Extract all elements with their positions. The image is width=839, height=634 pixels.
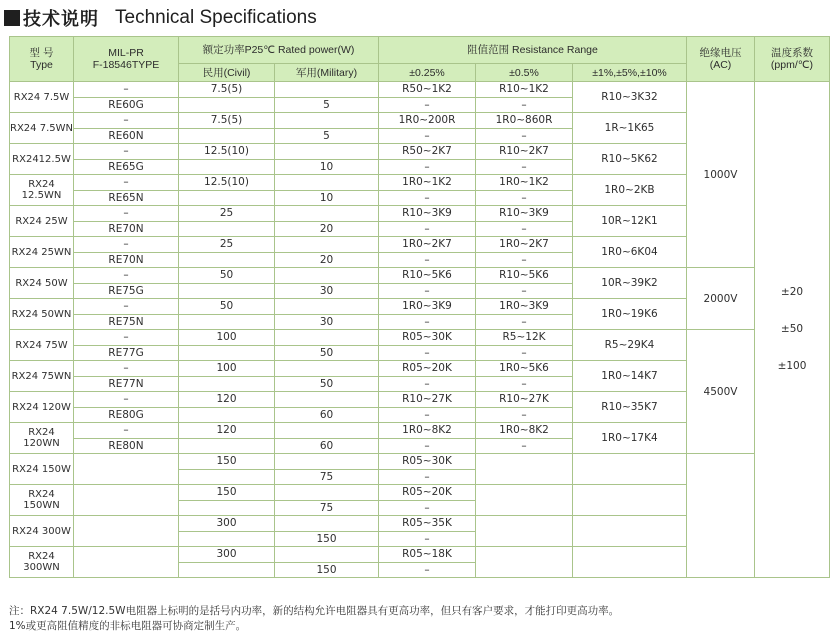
civil-cell-bottom — [179, 438, 274, 454]
military-cell — [275, 547, 379, 578]
tol05-cell-top: R5~12K — [502, 331, 546, 344]
tol025-cell-bottom: – — [379, 314, 475, 330]
tol05-cell-bottom: – — [476, 252, 572, 268]
tol05-cell-top: R10~2K7 — [499, 145, 549, 158]
tol025-cell-top: R05~30K — [402, 331, 452, 344]
civil-cell — [179, 423, 275, 454]
header-tol-1: ±1%,±5%,±10% — [573, 64, 687, 82]
civil-cell — [179, 454, 275, 485]
table-row — [10, 268, 830, 299]
tol025-cell-bottom: – — [379, 500, 475, 516]
tol025-cell-top: 1R0~1K2 — [402, 176, 452, 189]
tol05-cell-bottom: – — [476, 97, 572, 113]
tol025-cell — [379, 485, 476, 516]
type-cell: RX24 50WN — [10, 299, 74, 330]
tol05-cell — [476, 82, 573, 113]
civil-cell-bottom — [179, 376, 274, 392]
header-tcr: 温度系数 (ppm/℃) — [755, 37, 830, 82]
tol1-cell: 1R0~17K4 — [573, 423, 687, 454]
tol05-cell-top: 1R0~1K2 — [499, 176, 549, 189]
mil-cell — [74, 175, 179, 206]
mil-cell — [74, 485, 179, 516]
tol1-cell: 1R0~2KB — [573, 175, 687, 206]
type-cell: RX2412.5W — [10, 144, 74, 175]
military-cell-top — [275, 82, 378, 97]
mil-cell-top: – — [123, 176, 129, 189]
type-cell: RX24 75WN — [10, 361, 74, 392]
military-cell — [275, 423, 379, 454]
civil-cell — [179, 361, 275, 392]
tol1-cell: 1R~1K65 — [573, 113, 687, 144]
tol025-cell-bottom: – — [379, 283, 475, 299]
military-cell-bottom: 20 — [275, 252, 378, 268]
mil-cell — [74, 330, 179, 361]
tol025-cell-top: 1R0~3K9 — [402, 300, 452, 313]
tol05-cell — [476, 330, 573, 361]
tol05-cell-top: 1R0~3K9 — [499, 300, 549, 313]
military-cell-top — [275, 330, 378, 345]
tol05-cell-bottom: – — [476, 376, 572, 392]
tol1-cell — [573, 547, 687, 578]
mil-cell-bottom: RE77G — [74, 345, 178, 361]
tol05-cell — [476, 485, 573, 516]
type-cell: RX24 300WN — [10, 547, 74, 578]
tol025-cell-bottom: – — [379, 221, 475, 237]
civil-cell — [179, 206, 275, 237]
tol05-cell-top: R10~5K6 — [499, 269, 549, 282]
mil-cell-top: – — [123, 362, 129, 375]
tol1-cell: R10~5K62 — [573, 144, 687, 175]
table-row — [10, 454, 830, 485]
tol025-cell-top: R10~5K6 — [402, 269, 452, 282]
title-chinese: 技术说明 — [23, 9, 99, 30]
tol05-cell-bottom: – — [476, 314, 572, 330]
tol025-cell-bottom: – — [379, 97, 475, 113]
civil-cell — [179, 82, 275, 113]
tol025-cell-top: R50~1K2 — [402, 83, 452, 96]
mil-cell-bottom: RE70N — [74, 252, 178, 268]
civil-cell — [179, 485, 275, 516]
military-cell-bottom: 50 — [275, 345, 378, 361]
civil-cell-top: 300 — [216, 548, 237, 561]
type-cell: RX24 300W — [10, 516, 74, 547]
tol1-cell: 1R0~19K6 — [573, 299, 687, 330]
military-cell-top — [275, 144, 378, 159]
civil-cell — [179, 330, 275, 361]
mil-cell — [74, 423, 179, 454]
type-cell: RX24 7.5WN — [10, 113, 74, 144]
tol025-cell-top: R05~35K — [402, 517, 452, 530]
tol025-cell-top: R05~30K — [402, 455, 452, 468]
civil-cell-top: 100 — [216, 331, 237, 344]
civil-cell-bottom — [179, 407, 274, 423]
military-cell — [275, 82, 379, 113]
mil-cell — [74, 547, 179, 578]
mil-cell-bottom: RE65N — [74, 190, 178, 206]
military-cell-top — [275, 547, 378, 562]
military-cell — [275, 113, 379, 144]
mil-cell — [74, 454, 179, 485]
header-rated-power: 额定功率P25℃ Rated power(W) — [179, 37, 379, 64]
tol05-cell-bottom: – — [476, 283, 572, 299]
tol05-cell — [476, 547, 573, 578]
military-cell — [275, 237, 379, 268]
tol05-cell-bottom: – — [476, 345, 572, 361]
tol025-cell-bottom: – — [379, 159, 475, 175]
civil-cell — [179, 299, 275, 330]
civil-cell-top: 150 — [216, 455, 237, 468]
military-cell-top — [275, 237, 378, 252]
header-civil: 民用(Civil) — [179, 64, 275, 82]
tol05-cell — [476, 113, 573, 144]
tol05-cell — [476, 423, 573, 454]
tol05-cell — [476, 454, 573, 485]
tol025-cell-top: R05~20K — [402, 486, 452, 499]
mil-cell-bottom: RE70N — [74, 221, 178, 237]
tol025-cell — [379, 392, 476, 423]
tol05-cell-top: 1R0~8K2 — [499, 424, 549, 437]
military-cell — [275, 206, 379, 237]
civil-cell-bottom — [179, 469, 274, 485]
tol025-cell — [379, 113, 476, 144]
civil-cell-bottom — [179, 500, 274, 516]
tol05-cell-bottom: – — [476, 128, 572, 144]
civil-cell — [179, 113, 275, 144]
type-cell: RX24 120W — [10, 392, 74, 423]
tcr-value: ±20 — [780, 286, 804, 298]
military-cell — [275, 454, 379, 485]
military-cell-top — [275, 206, 378, 221]
tol05-cell-bottom: – — [476, 407, 572, 423]
footnote — [9, 604, 619, 634]
mil-cell-top: – — [123, 393, 129, 406]
civil-cell — [179, 268, 275, 299]
military-cell-bottom: 10 — [275, 190, 378, 206]
civil-cell-top: 7.5(5) — [210, 83, 243, 96]
mil-cell-top: – — [123, 424, 129, 437]
civil-cell-top: 120 — [216, 424, 237, 437]
tcr-value: ±50 — [780, 323, 804, 335]
type-cell: RX24 50W — [10, 268, 74, 299]
header-tol-025: ±0.25% — [379, 64, 476, 82]
tol05-cell — [476, 237, 573, 268]
civil-cell-bottom — [179, 252, 274, 268]
tol05-cell-top: 1R0~5K6 — [499, 362, 549, 375]
military-cell-top — [275, 175, 378, 190]
tol025-cell-bottom: – — [379, 252, 475, 268]
civil-cell-top: 25 — [219, 238, 234, 251]
mil-cell — [74, 113, 179, 144]
tol025-cell-bottom: – — [379, 407, 475, 423]
military-cell — [275, 330, 379, 361]
civil-cell-bottom — [179, 531, 274, 547]
civil-cell — [179, 144, 275, 175]
mil-cell-top: – — [123, 207, 129, 220]
tol1-cell: 10R~39K2 — [573, 268, 687, 299]
military-cell-bottom: 75 — [275, 469, 378, 485]
tol05-cell — [476, 206, 573, 237]
tol025-cell — [379, 361, 476, 392]
mil-cell — [74, 361, 179, 392]
tol025-cell-bottom: – — [379, 562, 475, 578]
header-resistance-range: 阻值范围 Resistance Range — [379, 37, 687, 64]
civil-cell-bottom — [179, 97, 274, 113]
military-cell-top — [275, 299, 378, 314]
civil-cell-top: 50 — [219, 300, 234, 313]
type-cell: RX24 12.5WN — [10, 175, 74, 206]
military-cell-top — [275, 113, 378, 128]
mil-cell-bottom: RE80N — [74, 438, 178, 454]
civil-cell-bottom — [179, 190, 274, 206]
type-cell: RX24 75W — [10, 330, 74, 361]
tol025-cell-top: 1R0~8K2 — [402, 424, 452, 437]
civil-cell-bottom — [179, 159, 274, 175]
military-cell — [275, 392, 379, 423]
tol025-cell — [379, 237, 476, 268]
type-cell: RX24 150W — [10, 454, 74, 485]
tol1-cell: R10~3K32 — [573, 82, 687, 113]
military-cell-top — [275, 268, 378, 283]
header-voltage: 绝缘电压 (AC) — [687, 37, 755, 82]
tol025-cell — [379, 82, 476, 113]
tol025-cell-top: R50~2K7 — [402, 145, 452, 158]
tol05-cell — [476, 175, 573, 206]
mil-cell-top: – — [123, 145, 129, 158]
civil-cell-top: 120 — [216, 393, 237, 406]
military-cell — [275, 268, 379, 299]
tol05-cell-bottom: – — [476, 438, 572, 454]
voltage-cell-2: 2000V — [687, 268, 755, 330]
mil-cell-top: – — [123, 331, 129, 344]
military-cell — [275, 175, 379, 206]
mil-cell-top: – — [123, 269, 129, 282]
military-cell-top — [275, 516, 378, 531]
mil-cell — [74, 82, 179, 113]
civil-cell-top: 25 — [219, 207, 234, 220]
military-cell-bottom: 20 — [275, 221, 378, 237]
civil-cell — [179, 516, 275, 547]
tol05-cell-top: R10~1K2 — [499, 83, 549, 96]
tol025-cell-bottom: – — [379, 376, 475, 392]
military-cell-bottom: 5 — [275, 97, 378, 113]
military-cell-top — [275, 361, 378, 376]
table-row — [10, 82, 830, 113]
civil-cell-top: 100 — [216, 362, 237, 375]
voltage-cell-3: 4500V — [687, 330, 755, 454]
tol05-cell — [476, 299, 573, 330]
tol025-cell — [379, 516, 476, 547]
tol1-cell: 10R~12K1 — [573, 206, 687, 237]
voltage-cell-empty — [687, 454, 755, 578]
civil-cell — [179, 237, 275, 268]
civil-cell-top: 12.5(10) — [204, 145, 249, 158]
header-mil: MIL-PR F-18546TYPE — [74, 37, 179, 82]
military-cell — [275, 299, 379, 330]
tol025-cell-top: R10~27K — [402, 393, 452, 406]
military-cell-top — [275, 423, 378, 438]
title-english: Technical Specifications — [115, 7, 317, 28]
tol1-cell — [573, 485, 687, 516]
civil-cell-top: 50 — [219, 269, 234, 282]
tol025-cell-top: 1R0~200R — [398, 114, 456, 127]
military-cell-bottom: 60 — [275, 407, 378, 423]
tol1-cell: 1R0~14K7 — [573, 361, 687, 392]
tcr-value: ±100 — [777, 360, 807, 372]
footnote-line-2: 1%或更高阻值精度的非标电阻器可协商定制生产。 — [9, 620, 247, 632]
title-square-icon — [4, 10, 20, 26]
tol05-cell — [476, 516, 573, 547]
military-cell-bottom: 150 — [275, 562, 378, 578]
header-tol-05: ±0.5% — [476, 64, 573, 82]
civil-cell — [179, 547, 275, 578]
military-cell-bottom: 150 — [275, 531, 378, 547]
mil-cell-top: – — [123, 83, 129, 96]
type-cell: RX24 7.5W — [10, 82, 74, 113]
tol025-cell-bottom: – — [379, 190, 475, 206]
tol05-cell-bottom: – — [476, 159, 572, 175]
tol025-cell — [379, 299, 476, 330]
page-title — [4, 4, 317, 32]
type-cell: RX24 25WN — [10, 237, 74, 268]
mil-cell-bottom: RE80G — [74, 407, 178, 423]
military-cell-bottom: 30 — [275, 314, 378, 330]
tol025-cell — [379, 206, 476, 237]
military-cell — [275, 361, 379, 392]
tol025-cell — [379, 144, 476, 175]
military-cell-bottom: 30 — [275, 283, 378, 299]
mil-cell-bottom: RE60N — [74, 128, 178, 144]
tol1-cell: R5~29K4 — [573, 330, 687, 361]
header-military: 军用(Military) — [275, 64, 379, 82]
civil-cell-bottom — [179, 128, 274, 144]
tol025-cell-bottom: – — [379, 438, 475, 454]
tol025-cell-top: R05~18K — [402, 548, 452, 561]
tcr-cell — [755, 82, 830, 578]
tol1-cell: R10~35K7 — [573, 392, 687, 423]
type-cell: RX24 150WN — [10, 485, 74, 516]
civil-cell-bottom — [179, 283, 274, 299]
mil-cell — [74, 144, 179, 175]
civil-cell-bottom — [179, 562, 274, 578]
tol025-cell-bottom: – — [379, 531, 475, 547]
mil-cell — [74, 206, 179, 237]
tol1-cell: 1R0~6K04 — [573, 237, 687, 268]
tol025-cell-top: R10~3K9 — [402, 207, 452, 220]
tol1-cell — [573, 516, 687, 547]
military-cell-bottom: 5 — [275, 128, 378, 144]
spec-table — [9, 36, 830, 578]
civil-cell-top: 300 — [216, 517, 237, 530]
military-cell-bottom: 75 — [275, 500, 378, 516]
tol025-cell — [379, 268, 476, 299]
military-cell-bottom: 60 — [275, 438, 378, 454]
tol05-cell-top: 1R0~860R — [495, 114, 553, 127]
tol05-cell — [476, 268, 573, 299]
tol025-cell — [379, 547, 476, 578]
military-cell-top — [275, 485, 378, 500]
mil-cell — [74, 268, 179, 299]
tol05-cell-top: 1R0~2K7 — [499, 238, 549, 251]
tol025-cell-top: R05~20K — [402, 362, 452, 375]
mil-cell-bottom: RE77N — [74, 376, 178, 392]
civil-cell-top: 150 — [216, 486, 237, 499]
voltage-cell-1: 1000V — [687, 82, 755, 268]
civil-cell-bottom — [179, 221, 274, 237]
civil-cell-top: 12.5(10) — [204, 176, 249, 189]
tol025-cell-bottom: – — [379, 128, 475, 144]
military-cell-top — [275, 454, 378, 469]
mil-cell — [74, 299, 179, 330]
civil-cell-bottom — [179, 345, 274, 361]
tol05-cell — [476, 144, 573, 175]
mil-cell — [74, 516, 179, 547]
military-cell-bottom: 50 — [275, 376, 378, 392]
tol05-cell-bottom: – — [476, 221, 572, 237]
mil-cell-top: – — [123, 114, 129, 127]
tol05-cell — [476, 392, 573, 423]
military-cell — [275, 485, 379, 516]
civil-cell-top: 7.5(5) — [210, 114, 243, 127]
tol05-cell-top: R10~3K9 — [499, 207, 549, 220]
tol05-cell — [476, 361, 573, 392]
type-cell: RX24 120WN — [10, 423, 74, 454]
type-cell: RX24 25W — [10, 206, 74, 237]
header-type: 型 号 Type — [10, 37, 74, 82]
military-cell — [275, 144, 379, 175]
tol025-cell — [379, 423, 476, 454]
tol025-cell-bottom: – — [379, 469, 475, 485]
mil-cell-bottom: RE60G — [74, 97, 178, 113]
military-cell-top — [275, 392, 378, 407]
tol025-cell — [379, 330, 476, 361]
mil-cell-bottom: RE75G — [74, 283, 178, 299]
mil-cell-bottom: RE75N — [74, 314, 178, 330]
civil-cell — [179, 392, 275, 423]
mil-cell-top: – — [123, 300, 129, 313]
military-cell — [275, 516, 379, 547]
tol05-cell-bottom: – — [476, 190, 572, 206]
mil-cell — [74, 392, 179, 423]
mil-cell — [74, 237, 179, 268]
mil-cell-top: – — [123, 238, 129, 251]
civil-cell — [179, 175, 275, 206]
mil-cell-bottom: RE65G — [74, 159, 178, 175]
tol025-cell — [379, 454, 476, 485]
civil-cell-bottom — [179, 314, 274, 330]
tol025-cell-bottom: – — [379, 345, 475, 361]
tol05-cell-top: R10~27K — [499, 393, 549, 406]
table-row — [10, 330, 830, 361]
tol1-cell — [573, 454, 687, 485]
military-cell-bottom: 10 — [275, 159, 378, 175]
tol025-cell — [379, 175, 476, 206]
footnote-line-1: 注：RX24 7.5W/12.5W电阻器上标明的是括号内功率，新的结构允许电阻器具有更高功率，但只有客户要求，才能打印更高功率。 — [9, 605, 620, 617]
tol025-cell-top: 1R0~2K7 — [402, 238, 452, 251]
